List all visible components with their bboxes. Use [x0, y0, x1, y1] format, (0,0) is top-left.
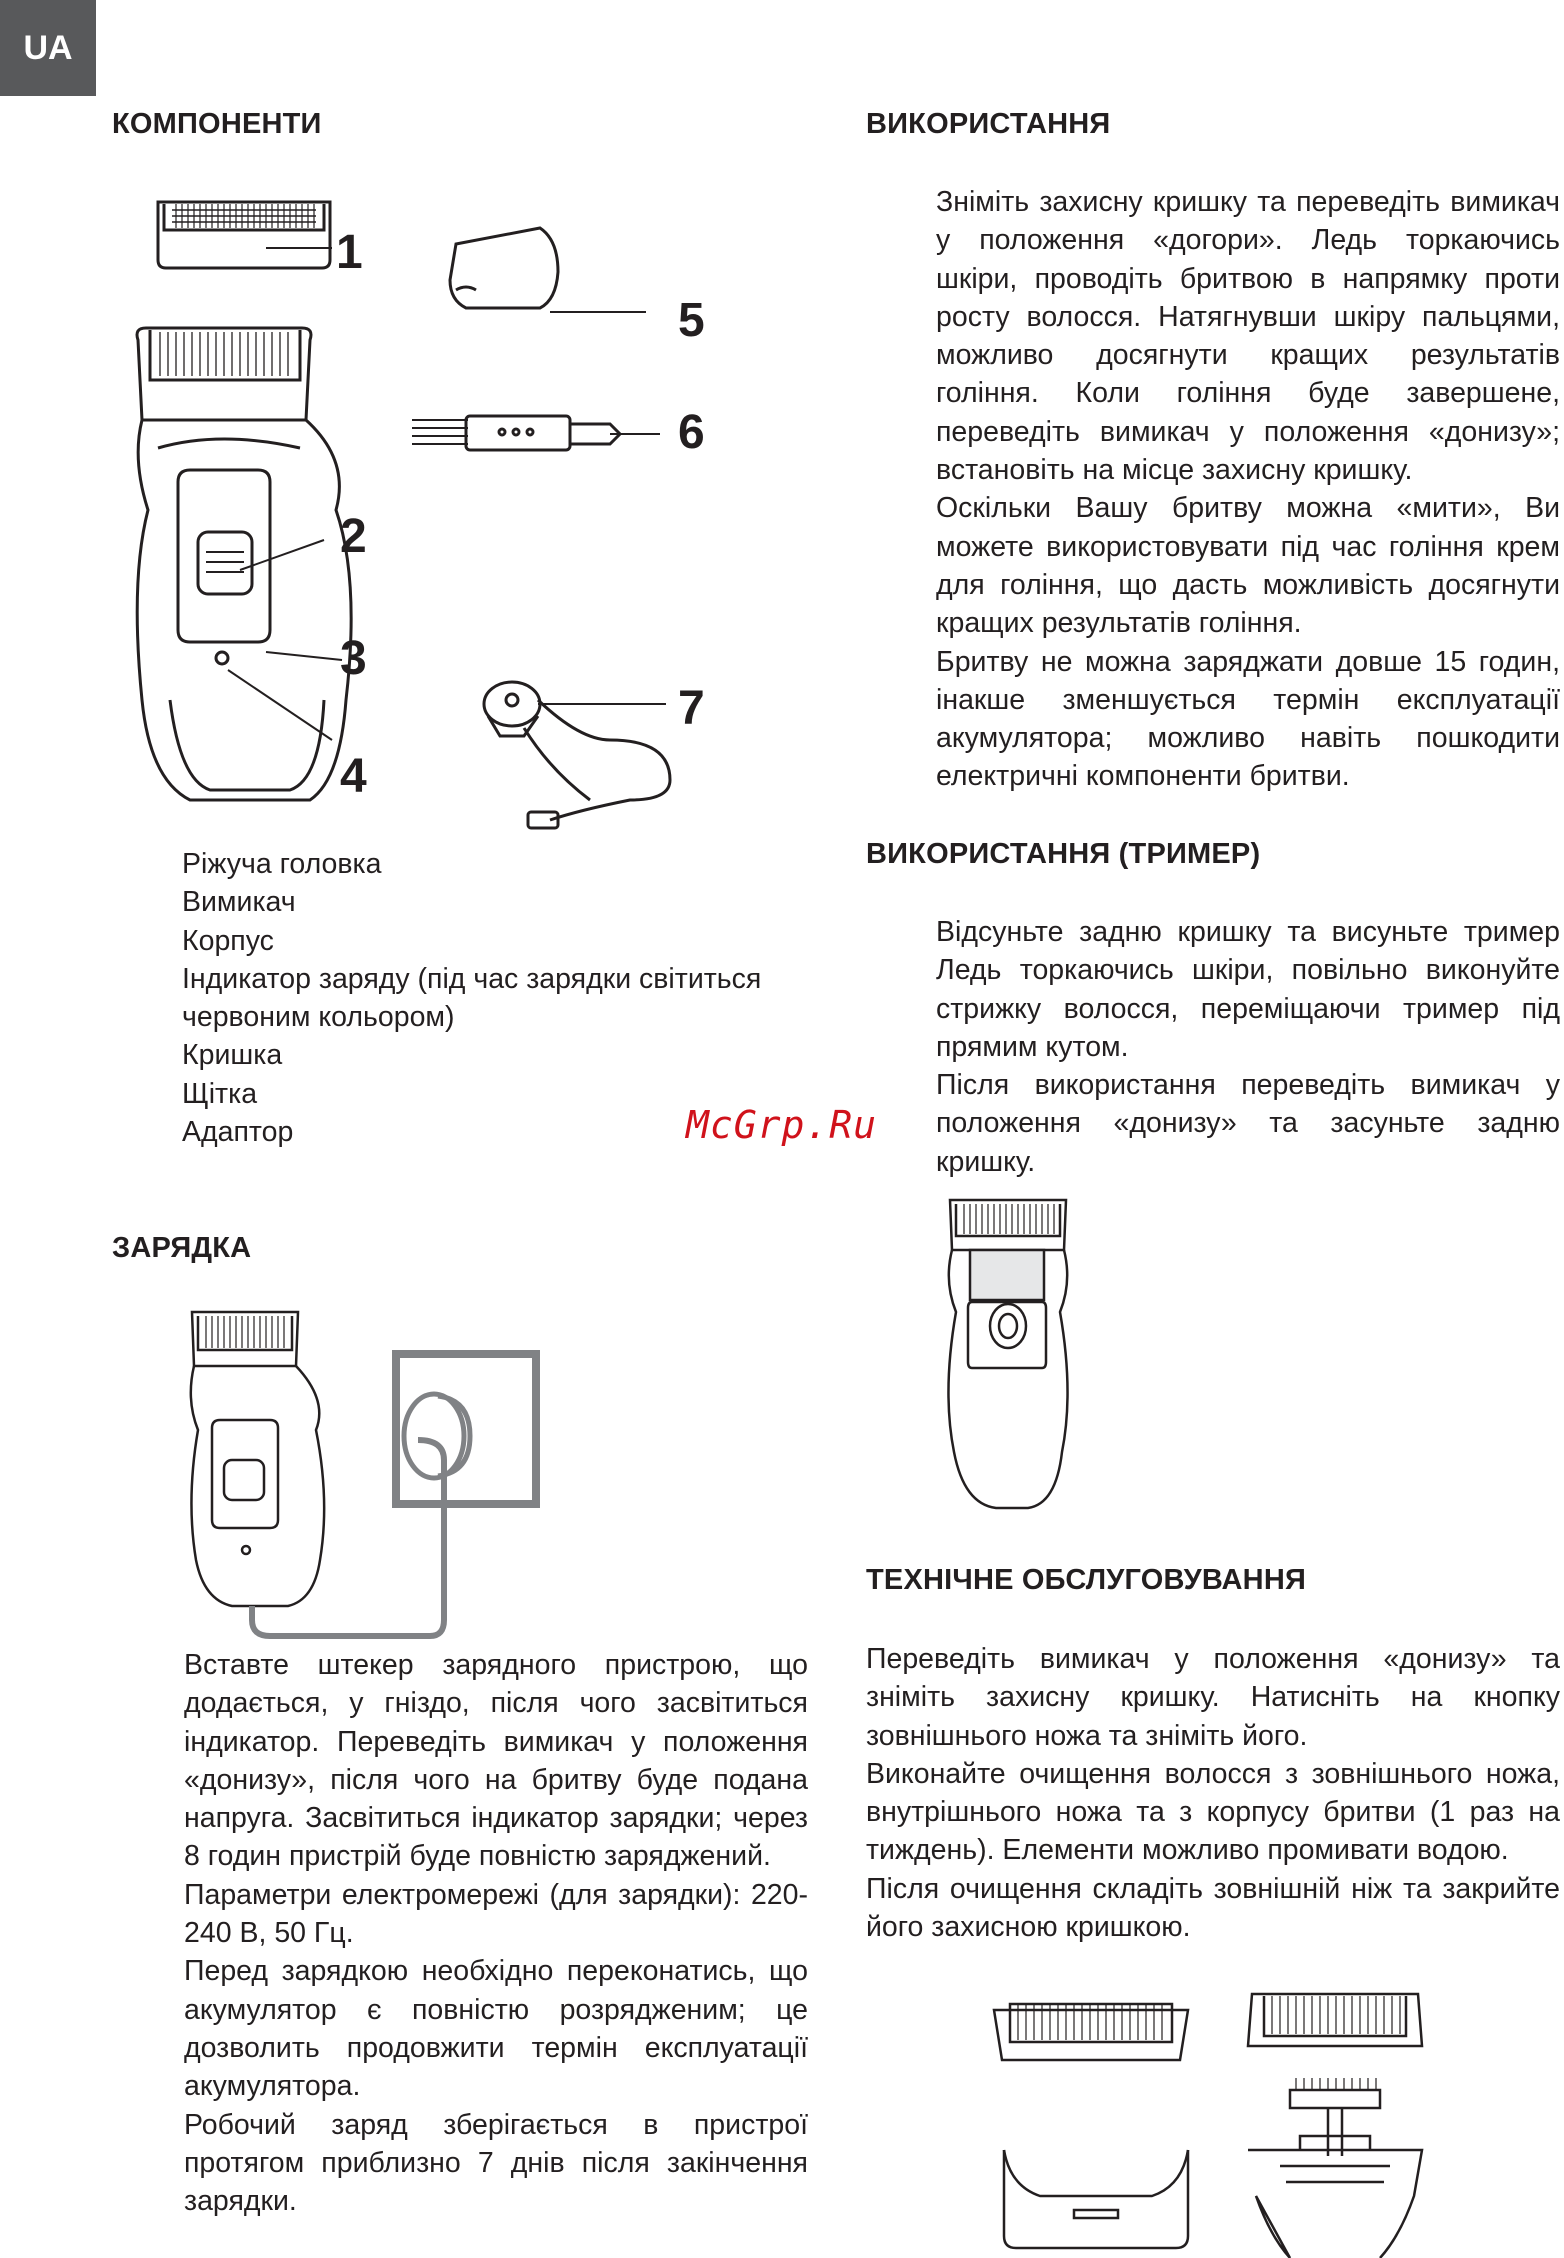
charging-paragraph: Робочий заряд зберігається в пристрої протягом приблизно 7 днів після закінчення зарядки.	[184, 2108, 808, 2218]
charging-paragraph: Вставте штекер зарядного пристрою, що додається, у гніздо, після чого засвітиться індикатор. Переведіть вимикач у положення «донизу», після чого на бритву буде подана напруга. Засвітиться індикатор зарядки; через 8 годин пристрій буде повністю заряджений.	[184, 1649, 808, 1873]
shaver-illustration	[137, 328, 351, 800]
maintenance-text	[866, 1640, 1560, 1946]
callout-5: 5	[678, 294, 705, 347]
list-item: Вимикач	[182, 886, 296, 919]
brush-illustration	[412, 416, 620, 450]
trimmer-text	[936, 913, 1560, 1181]
charging-paragraph: Перед зарядкою необхідно переконатись, що акумулятор є повністю розрядженим; це дозволить продовжити термін експлуатації акумулятора.	[184, 1955, 808, 2103]
trimmer-heading: ВИКОРИСТАННЯ (ТРИМЕР)	[866, 838, 1261, 870]
list-item: Щітка	[182, 1077, 258, 1110]
list-item: Адаптор	[182, 1116, 294, 1149]
language-tab: UA	[0, 0, 96, 96]
usage-paragraph: Оскільки Вашу бритву можна «мити», Ви можете використовувати під час гоління крем для гоління, що дасть можливість досягнути кращих результатів гоління.	[936, 492, 1560, 640]
components-diagram	[110, 180, 730, 840]
trimmer-paragraph: Відсуньте задню кришку та висуньте тример Ледь торкаючись шкіри, повільно виконуйте стрижку волосся, переміщаючи тример під прямим кутом.	[936, 916, 1560, 1063]
list-item: Ріжуча головка	[182, 848, 382, 880]
maintenance-illustration	[990, 1986, 1450, 2258]
usage-heading: ВИКОРИСТАННЯ	[866, 108, 1111, 140]
usage-paragraph: Зніміть захисну кришку та переведіть вимикач у положення «догори». Ледь торкаючись шкіри, проводіть бритвою в напрямку проти росту волосся. Натягнувши шкіру пальцями, можливо досягнути кращих результатів гоління. Коли гоління буде завершене, переведіть вимикач у положення «донизу»; встановіть на місце захисну кришку.	[936, 186, 1560, 487]
charging-paragraph: Параметри електромережі (для зарядки): 220-240 В, 50 Гц.	[184, 1878, 808, 1950]
callout-7: 7	[678, 682, 705, 735]
callout-3: 3	[340, 632, 367, 685]
charging-heading: ЗАРЯДКА	[112, 1232, 252, 1264]
list-item: Індикатор заряду (під час зарядки світиться червоним кольором)	[182, 962, 762, 1034]
watermark: McGrp.Ru	[686, 1103, 878, 1147]
maintenance-paragraph: Після очищення складіть зовнішній ніж та закрийте його захисною кришкою.	[866, 1872, 1560, 1944]
callout-1: 1	[336, 226, 363, 279]
usage-text	[936, 183, 1560, 796]
callout-4: 4	[340, 750, 367, 803]
cover-illustration	[450, 228, 558, 308]
maintenance-paragraph: Виконайте очищення волосся з зовнішнього ножа, внутрішнього ножа та з корпусу бритви (1 раз на тиждень). Елементи можливо промивати водою.	[866, 1757, 1560, 1867]
cap-illustration	[158, 202, 330, 268]
callout-6: 6	[678, 406, 705, 459]
usage-paragraph: Бритву не можна заряджати довше 15 годин, інакше зменшується термін експлуатації акумулятора; можливо навіть пошкодити електричні компоненти бритви.	[936, 645, 1560, 793]
charging-illustration	[180, 1300, 560, 1640]
maintenance-paragraph: Переведіть вимикач у положення «донизу» та зніміть захисну кришку. Натисніть на кнопку зовнішнього ножа та зніміть його.	[866, 1643, 1560, 1752]
charging-text	[184, 1646, 808, 2220]
trimmer-paragraph: Після використання переведіть вимикач у положення «донизу» та засуньте задню кришку.	[936, 1069, 1560, 1178]
callout-2: 2	[340, 510, 367, 563]
maintenance-heading: ТЕХНІЧНЕ ОБСЛУГОВУВАННЯ	[866, 1564, 1307, 1596]
list-item: Корпус	[182, 924, 274, 957]
trimmer-illustration	[938, 1192, 1078, 1512]
components-heading: КОМПОНЕНТИ	[112, 108, 322, 140]
list-item: Кришка	[182, 1039, 283, 1072]
